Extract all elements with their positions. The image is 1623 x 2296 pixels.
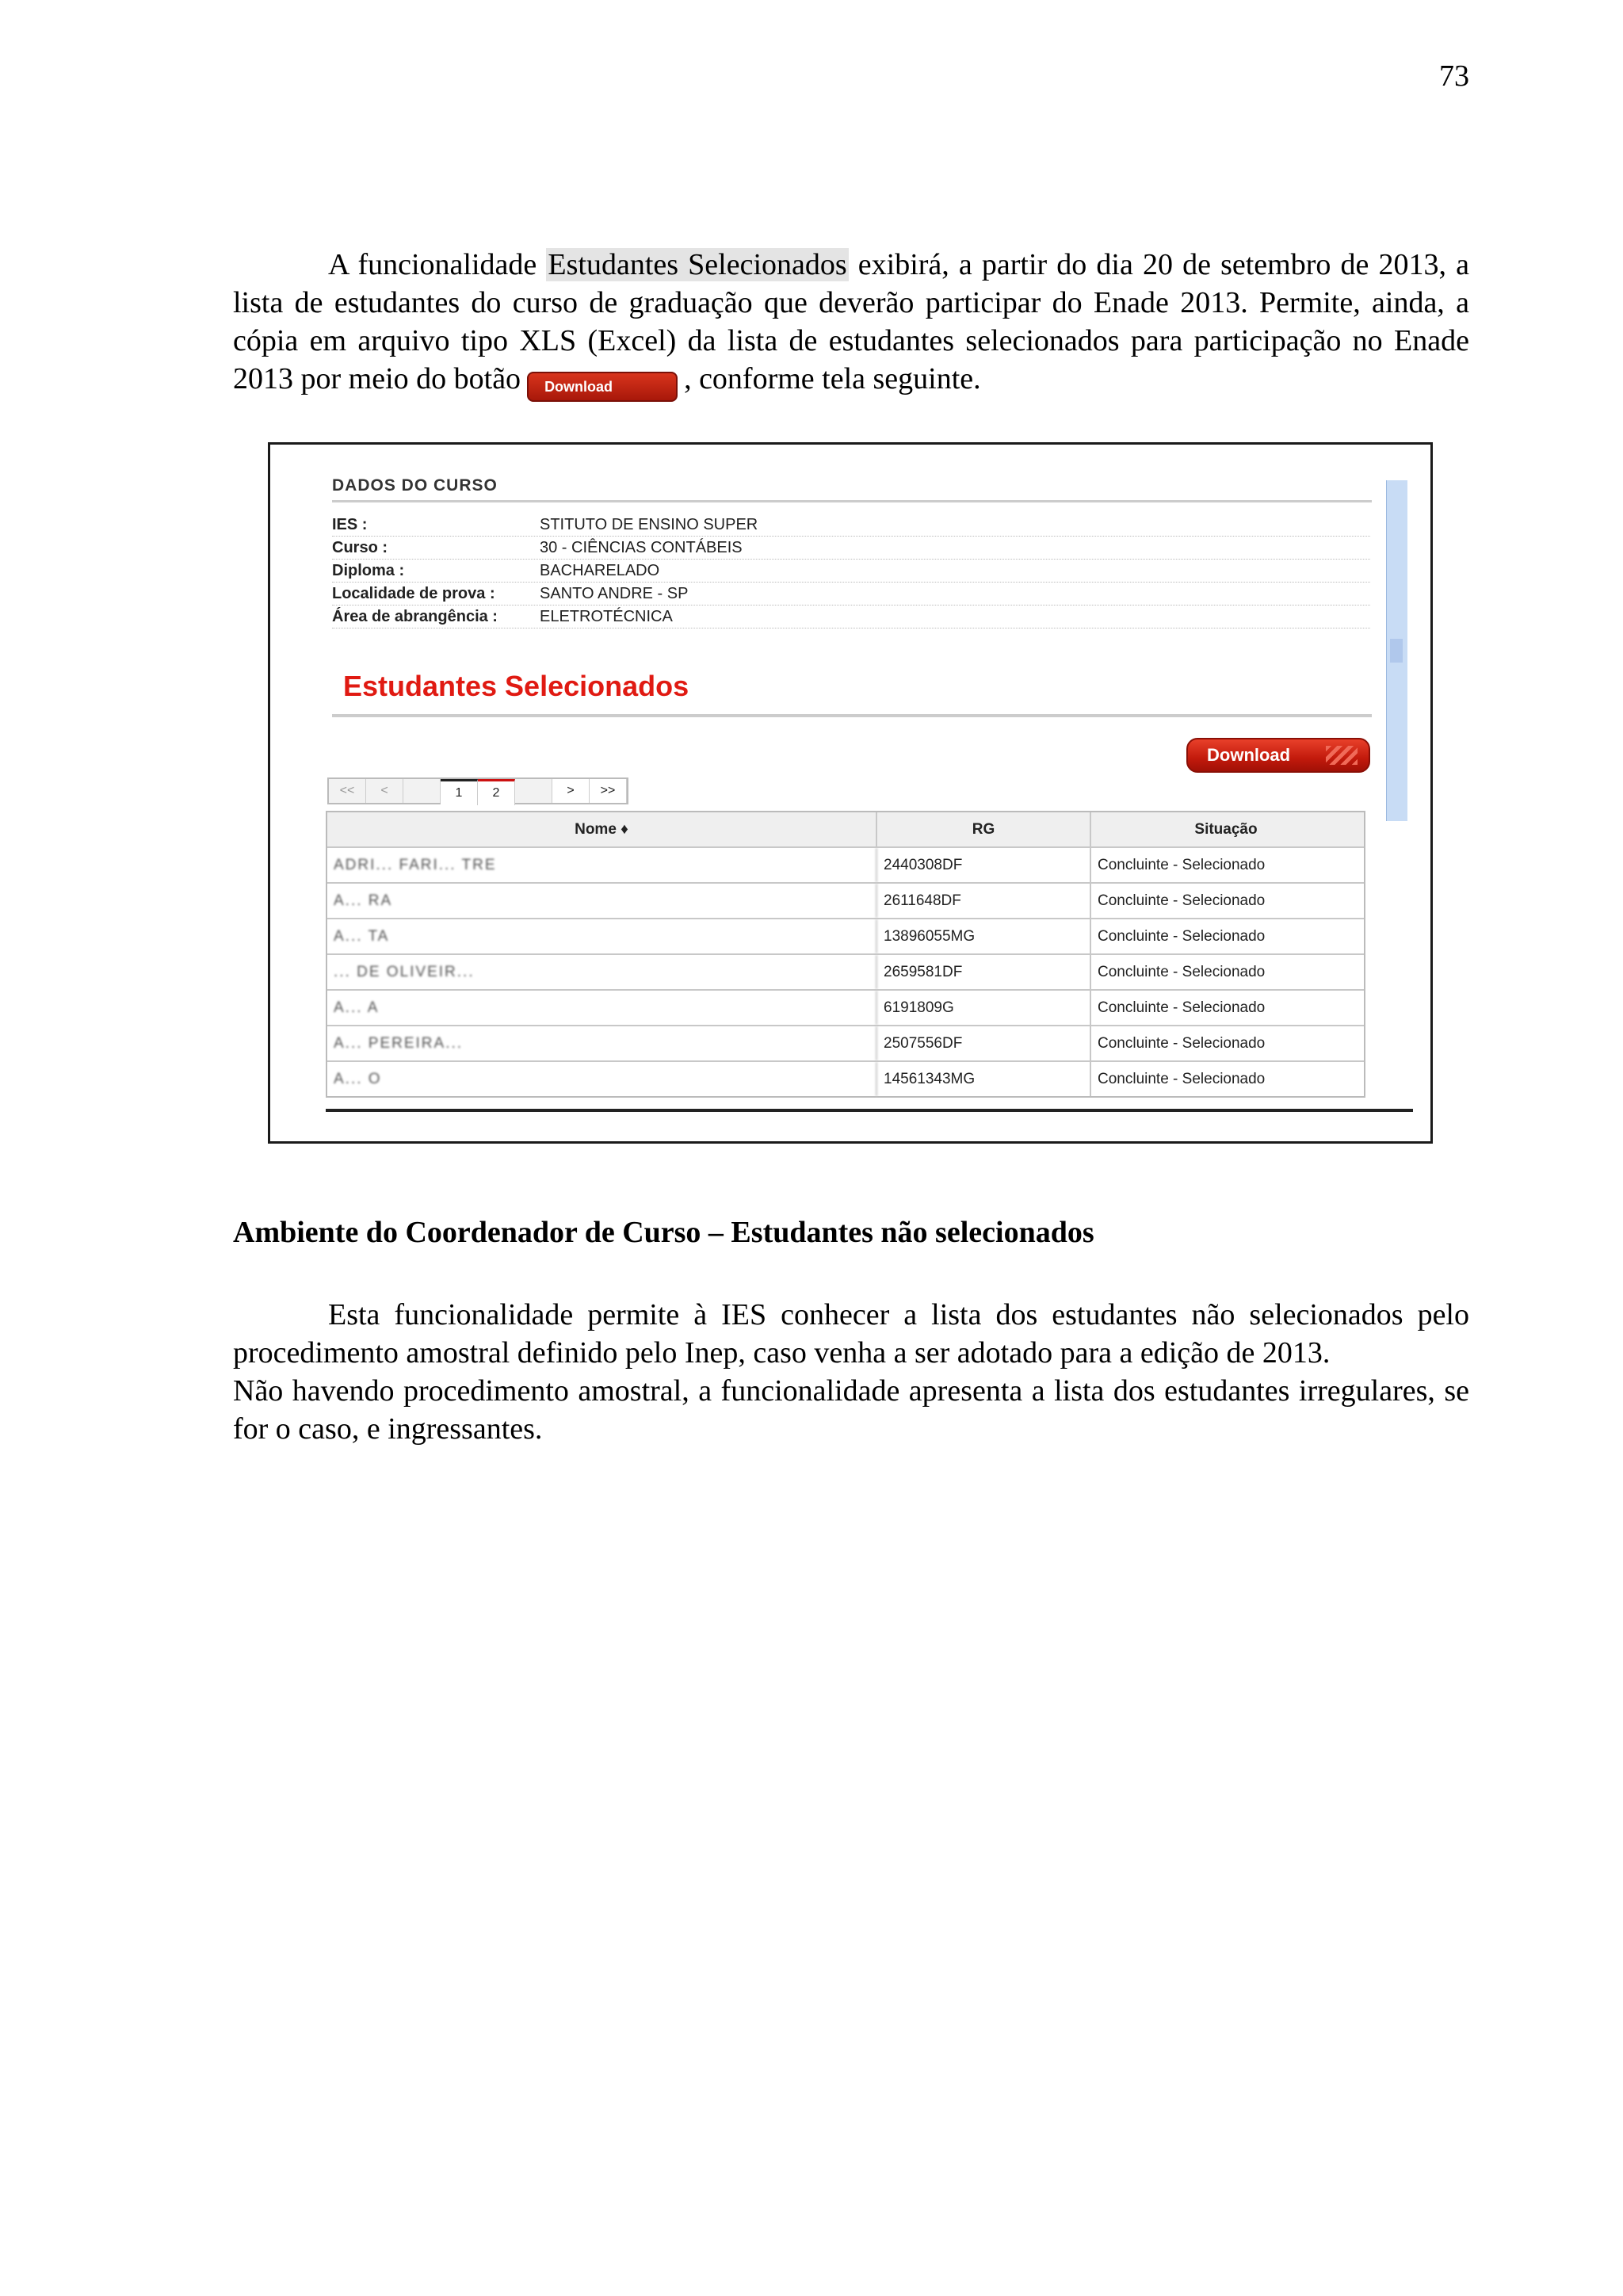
- pagination: [327, 777, 628, 804]
- info-label: IES :: [332, 516, 368, 533]
- info-value: SANTO ANDRE - SP: [540, 585, 689, 602]
- student-name: A... RA: [327, 884, 877, 918]
- students-table: [326, 811, 1365, 1098]
- student-rg: 2440308DF: [877, 848, 1091, 882]
- intro-paragraph: [233, 246, 1469, 402]
- info-row-area: [332, 606, 1370, 628]
- intro-text-end: , conforme tela seguinte.: [684, 362, 981, 395]
- info-row-ies: [332, 514, 1370, 537]
- student-name: A... O: [327, 1062, 877, 1096]
- paragraph-no-sampling: Não havendo procedimento amostral, a funcionalidade apresenta a lista dos estudantes irregulares, se for o caso, e ingressantes.: [233, 1374, 1469, 1446]
- scroll-thumb[interactable]: [1390, 639, 1403, 663]
- section-heading: Ambiente do Coordenador de Curso – Estudantes não selecionados: [233, 1216, 1094, 1249]
- selected-students-title: Estudantes Selecionados: [343, 670, 689, 702]
- info-label: Curso :: [332, 539, 388, 556]
- info-value: STITUTO DE ENSINO SUPER: [540, 516, 758, 533]
- intro-text-middle: exibirá, a partir do dia 20 de setembro de 2013, a lista de estudantes do curso de graduação que deverão participar do Enade 2013. Permite, ainda, a cópia em arquivo tipo XLS (Excel) da lista de estudantes selecionados para participação no Enade 2013 por meio do botão: [233, 248, 1469, 395]
- student-rg: 13896055MG: [877, 919, 1091, 953]
- page-spacer: [515, 779, 552, 803]
- info-value: ELETROTÉCNICA: [540, 608, 673, 625]
- paragraph-non-selected: Esta funcionalidade permite à IES conhecer a lista dos estudantes não selecionados pelo procedimento amostral definido pelo Inep, caso venha a ser adotado para a edição de 2013.: [233, 1298, 1469, 1370]
- student-rg: 2507556DF: [877, 1026, 1091, 1060]
- table-row: [327, 848, 1364, 884]
- intro-text-start: A funcionalidade: [328, 248, 547, 281]
- column-header-situacao: Situação: [1194, 821, 1258, 838]
- table-bottom-rule: [326, 1109, 1413, 1112]
- info-label: Diploma :: [332, 562, 405, 579]
- page-1-button[interactable]: 1: [441, 779, 478, 805]
- page-number: 73: [1439, 59, 1469, 93]
- student-status: Concluinte - Selecionado: [1098, 892, 1266, 909]
- info-value: BACHARELADO: [540, 562, 660, 579]
- inline-download-button-image: Download: [527, 372, 678, 402]
- vertical-scrollbar[interactable]: [1386, 480, 1407, 821]
- next-page-button[interactable]: >: [552, 779, 590, 803]
- student-name: A... PEREIRA...: [327, 1026, 877, 1060]
- table-row: [327, 991, 1364, 1026]
- page-2-button[interactable]: 2: [478, 779, 515, 805]
- info-row-curso: [332, 537, 1370, 560]
- highlighted-feature-name: Estudantes Selecionados: [548, 248, 847, 281]
- download-stripes-icon: [1326, 746, 1358, 765]
- first-page-button[interactable]: <<: [329, 779, 366, 803]
- student-status: Concluinte - Selecionado: [1098, 999, 1266, 1016]
- student-name: ... DE OLIVEIR...: [327, 955, 877, 989]
- table-row: [327, 1026, 1364, 1062]
- course-info: [332, 514, 1370, 628]
- student-rg: 14561343MG: [877, 1062, 1091, 1096]
- prev-page-button[interactable]: <: [366, 779, 403, 803]
- course-data-title: DADOS DO CURSO: [332, 476, 1372, 502]
- title-divider: [332, 714, 1372, 717]
- download-button[interactable]: [1186, 738, 1370, 773]
- student-status: Concluinte - Selecionado: [1098, 964, 1266, 980]
- student-status: Concluinte - Selecionado: [1098, 1035, 1266, 1052]
- body-paragraphs: [233, 1296, 1469, 1448]
- table-header-row: [327, 812, 1364, 848]
- student-rg: 2611648DF: [877, 884, 1091, 918]
- screenshot-figure: [268, 442, 1433, 1144]
- student-status: Concluinte - Selecionado: [1098, 928, 1266, 945]
- student-name: ADRI... FARI... TRE: [327, 848, 877, 882]
- student-status: Concluinte - Selecionado: [1098, 1071, 1266, 1087]
- column-header-nome[interactable]: Nome ♦: [327, 812, 877, 846]
- table-row: [327, 919, 1364, 955]
- student-rg: 2659581DF: [877, 955, 1091, 989]
- table-row: [327, 1062, 1364, 1096]
- student-status: Concluinte - Selecionado: [1098, 857, 1266, 873]
- info-label: Localidade de prova :: [332, 585, 495, 602]
- student-rg: 6191809G: [877, 991, 1091, 1025]
- download-button-label: Download: [1207, 745, 1291, 765]
- student-name: A... TA: [327, 919, 877, 953]
- info-row-localidade: [332, 583, 1370, 606]
- table-row: [327, 884, 1364, 919]
- info-row-diploma: [332, 560, 1370, 583]
- info-value: 30 - CIÊNCIAS CONTÁBEIS: [540, 539, 743, 556]
- info-label: Área de abrangência :: [332, 608, 498, 625]
- student-name: A... A: [327, 991, 877, 1025]
- table-row: [327, 955, 1364, 991]
- column-header-rg: RG: [877, 812, 1091, 846]
- last-page-button[interactable]: >>: [590, 779, 627, 803]
- page-spacer: [403, 779, 441, 803]
